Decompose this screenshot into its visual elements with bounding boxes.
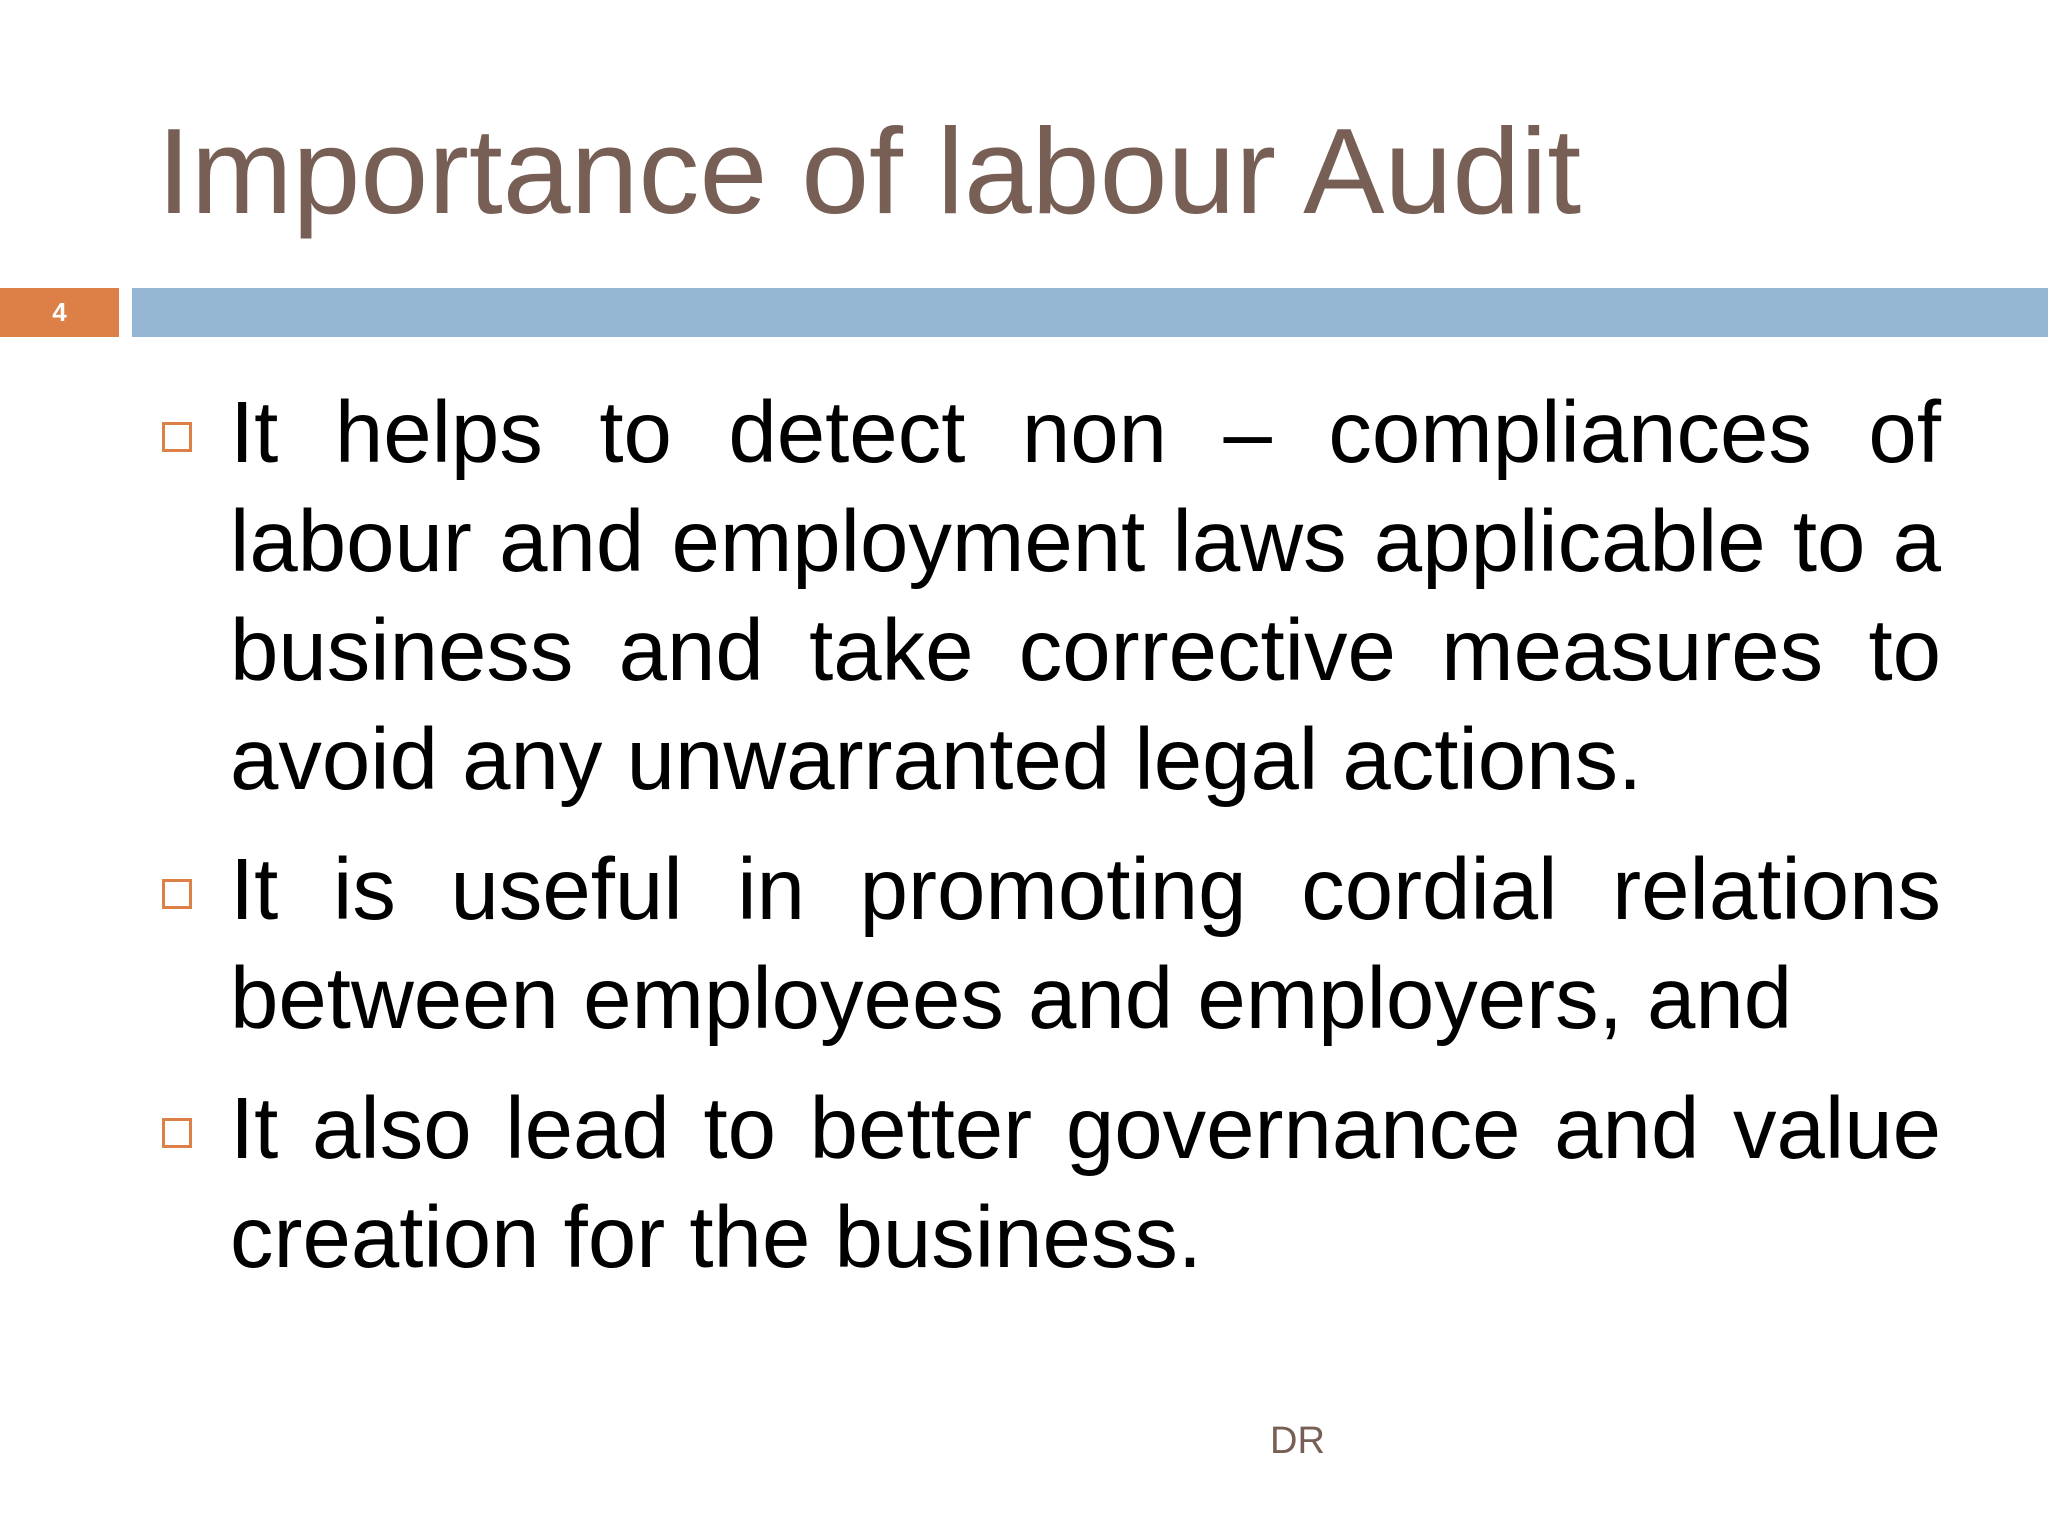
footer-text: DR <box>1270 1420 1325 1462</box>
hollow-square-bullet-icon <box>162 879 192 909</box>
hollow-square-bullet-icon <box>162 1118 192 1148</box>
bullet-item <box>157 378 1941 814</box>
bullet-item <box>157 1074 1941 1292</box>
bullet-list <box>157 378 1941 1313</box>
hollow-square-bullet-icon <box>162 422 192 452</box>
bullet-text: It also lead to better governance and value creation for the business. <box>230 1080 1941 1286</box>
bullet-text: It helps to detect non – compliances of labour and employment laws applicable to a business and take corrective measures to avoid any unwarranted legal actions. <box>230 384 1941 808</box>
slide-number-badge: 4 <box>0 288 119 337</box>
bullet-item <box>157 835 1941 1053</box>
slide-title: Importance of labour Audit <box>157 103 1582 239</box>
title-divider-bar <box>132 288 2048 337</box>
bullet-text: It is useful in promoting cordial relations between employees and employers, and <box>230 841 1941 1047</box>
